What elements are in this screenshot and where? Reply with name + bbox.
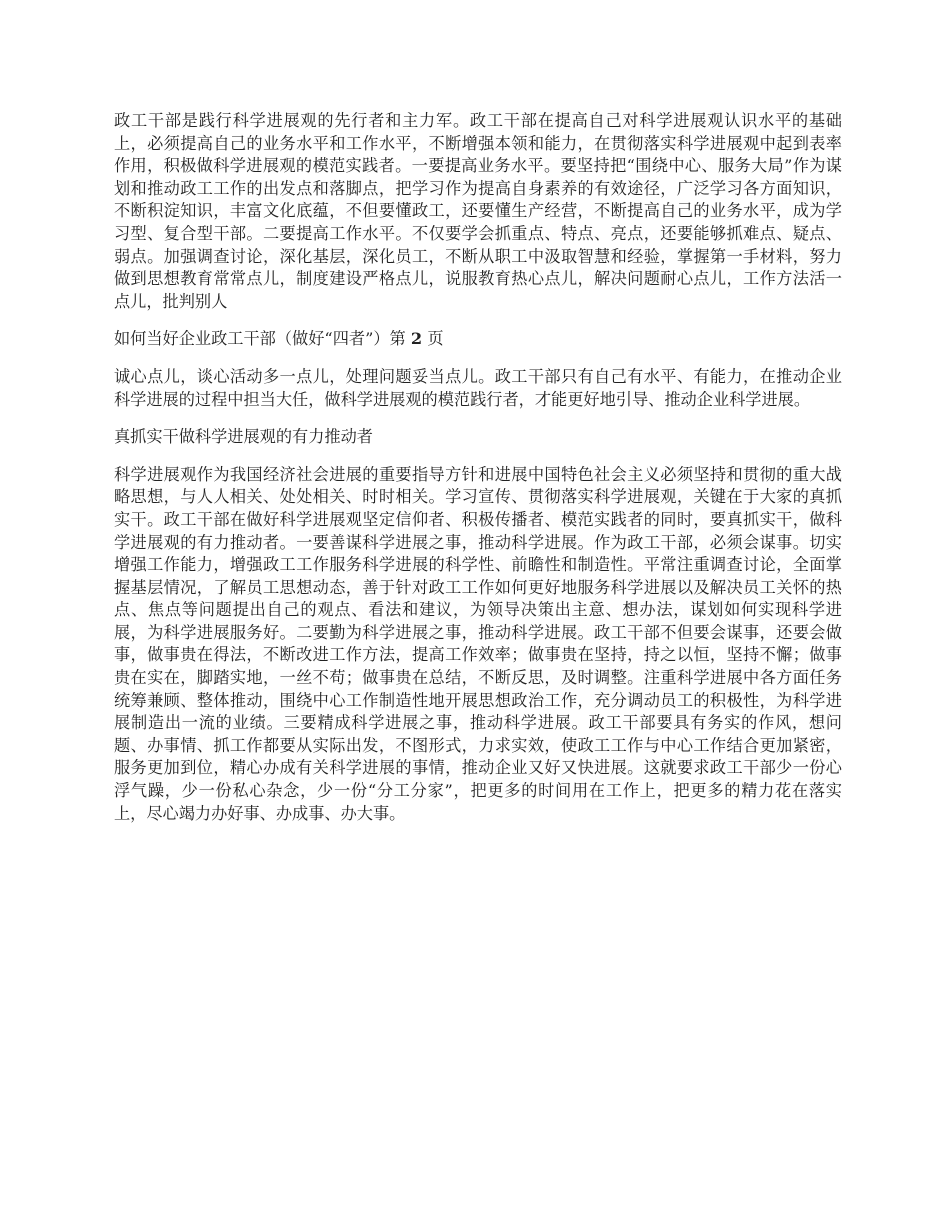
page-heading-text: 如何当好企业政工干部（做好“四者”）第: [114, 329, 406, 349]
page-heading: [114, 328, 842, 351]
paragraph-intro: 政工干部是践行科学进展观的先行者和主力军。政工干部在提高自己对科学进展观认识水平的基础上，必须提高自己的业务水平和工作水平，不断增强本领和能力，在贯彻落实科学进展观中起到表率作用，积极做科学进展观的模范实践者。一要提高业务水平。要坚持把“围绕中心、服务大局”作为谋划和推动政工工作的出发点和落脚点，把学习作为提高自身素养的有效途径，广泛学习各方面知识，不断积淀知识，丰富文化底蕴，不但要懂政工，还要懂生产经营，不断提高自己的业务水平，成为学习型、复合型干部。二要提高工作水平。不仅要学会抓重点、特点、亮点，还要能够抓难点、疑点、弱点。加强调查讨论，深化基层，深化员工，不断从职工中汲取智慧和经验，掌握第一手材料，努力做到思想教育常常点儿，制度建设严格点儿，说服教育热心点儿，解决问题耐心点儿，工作方法活一点儿，批判别人: [114, 111, 842, 311]
page-number: 2: [410, 329, 423, 349]
page-heading-suffix: 页: [427, 329, 444, 349]
document-page: [114, 110, 842, 840]
paragraph-continuation: 诚心点儿，谈心活动多一点儿，处理问题妥当点儿。政工干部只有自己有水平、有能力，在推动企业科学进展的过程中担当大任，做科学进展观的模范践行者，才能更好地引导、推动企业科学进展。: [114, 366, 842, 409]
section-title: 真抓实干做科学进展观的有力推动者: [114, 427, 373, 447]
paragraph-body: 科学进展观作为我国经济社会进展的重要指导方针和进展中国特色社会主义必须坚持和贯彻的重大战略思想，与人人相关、处处相关、时时相关。学习宣传、贯彻落实科学进展观，关键在于大家的真抓实干。政工干部在做好科学进展观坚定信仰者、积极传播者、模范实践者的同时，要真抓实干，做科学进展观的有力推动者。一要善谋科学进展之事，推动科学进展。作为政工干部，必须会谋事。切实增强工作能力，增强政工工作服务科学进展的科学性、前瞻性和制造性。平常注重调查讨论，全面掌握基层情况，了解员工思想动态，善于针对政工工作如何更好地服务科学进展以及解决员工关怀的热点、焦点等问题提出自己的观点、看法和建议，为领导决策出主意、想办法，谋划如何实现科学进展，为科学进展服务好。二要勤为科学进展之事，推动科学进展。政工干部不但要会谋事，还要会做事，做事贵在得法，不断改进工作方法，提高工作效率；做事贵在坚持，持之以恒，坚持不懈；做事贵在实在，脚踏实地，一丝不苟；做事贵在总结，不断反思，及时调整。注重科学进展中各方面任务统筹兼顾、整体推动，围绕中心工作制造性地开展思想政治工作，充分调动员工的积极性，为科学进展制造出一流的业绩。三要精成科学进展之事，推动科学进展。政工干部要具有务实的作风，想问题、办事情、抓工作都要从实际出发，不图形式，力求实效，使政工工作与中心工作结合更加紧密，服务更加到位，精心办成有关科学进展的事情，推动企业又好又快进展。这就要求政工干部少一份心浮气躁，少一份私心杂念，少一份“分工分家”，把更多的时间用在工作上，把更多的精力花在落实上，尽心竭力办好事、办成事、办大事。: [114, 464, 842, 823]
